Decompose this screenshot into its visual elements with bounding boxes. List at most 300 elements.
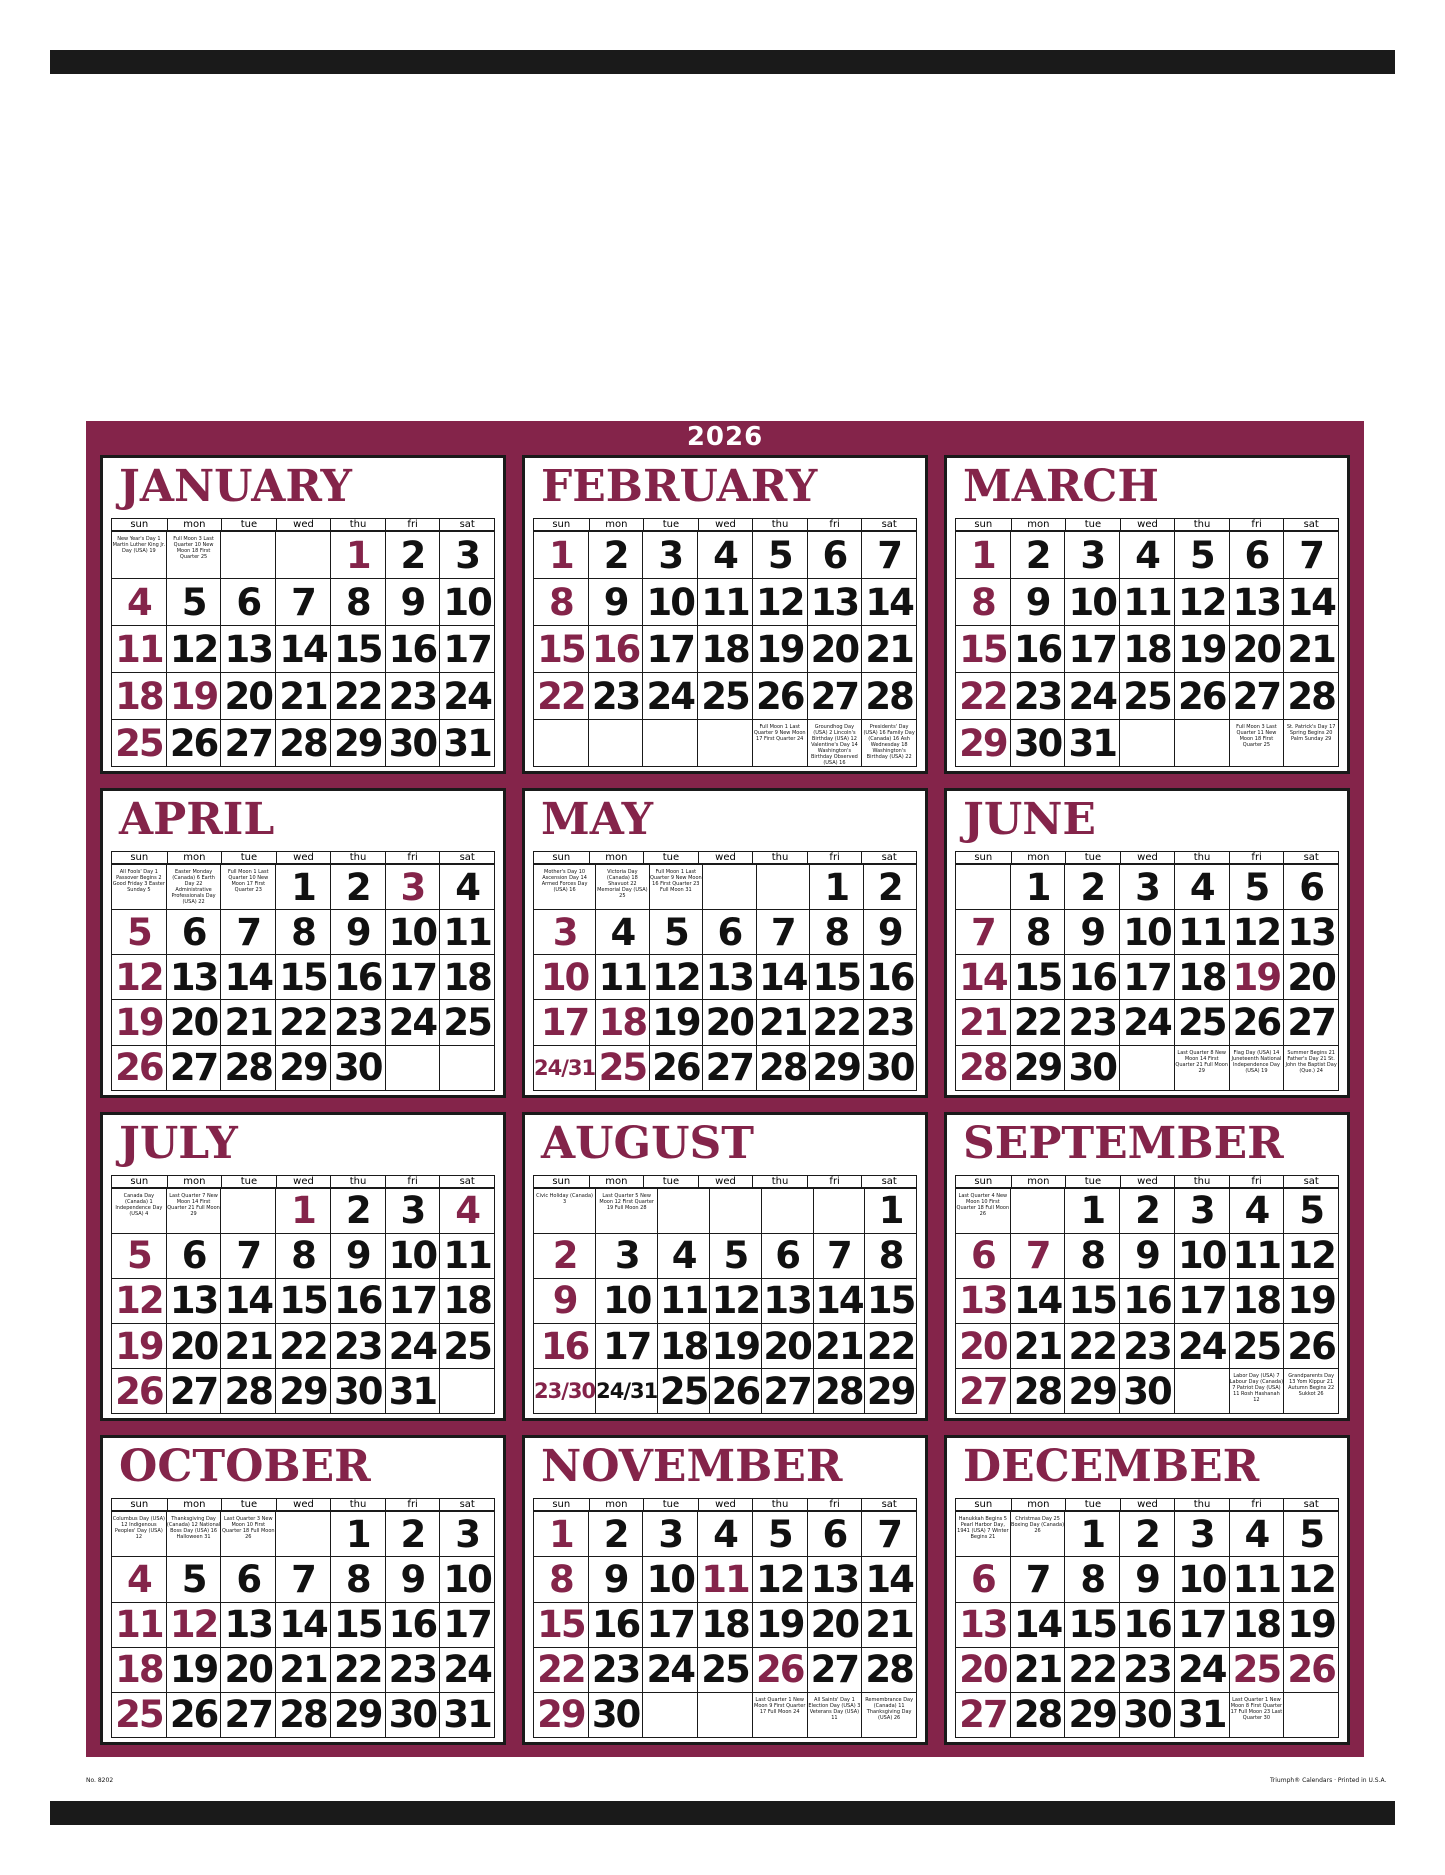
weekday-label: wed (698, 1499, 753, 1510)
day-cell: 20 (167, 1000, 222, 1045)
weekday-label: tue (1065, 519, 1120, 530)
day-cell: 10 (1175, 1557, 1230, 1602)
day-cell: 6 (221, 1557, 276, 1602)
day-cell: 30 (331, 1046, 386, 1091)
month-february (522, 455, 928, 774)
month-august (522, 1112, 928, 1422)
day-cell: 18 (698, 626, 753, 673)
day-cell: 12 (753, 579, 808, 626)
day-cell: 19 (167, 1648, 222, 1693)
day-cell: 15 (331, 1603, 386, 1648)
day-cell: 29 (1065, 1369, 1120, 1414)
weekday-label: fri (385, 852, 440, 863)
day-cell: 5 (710, 1234, 762, 1279)
weekday-label: sun (974, 1499, 993, 1511)
day-cell: 24 (386, 1324, 441, 1369)
day-cell: 23 (331, 1324, 386, 1369)
day-cell: 25 (440, 1324, 495, 1369)
day-cell: 16 (386, 626, 441, 673)
day-cell: 11 (440, 910, 495, 955)
day-cell: 5 (650, 910, 703, 955)
day-cell: 10 (440, 1557, 495, 1602)
day-cell: 29 (276, 1369, 331, 1414)
day-cell: 1 (331, 532, 386, 579)
day-cell: 14 (862, 1557, 917, 1602)
weekday-label: sat (861, 852, 916, 863)
day-cell: 1 (276, 865, 331, 910)
day-cell: 29 (331, 720, 386, 767)
day-cell: 25 (698, 673, 753, 720)
day-grid (955, 1510, 1339, 1738)
day-cell: 22 (331, 673, 386, 720)
day-cell: 24 (1120, 1000, 1175, 1045)
month-name: JANUARY (119, 461, 352, 512)
day-cell: 24/31 (534, 1046, 596, 1091)
month-july (100, 1112, 506, 1422)
day-cell: 24 (1175, 1648, 1230, 1693)
weekday-label: wed (1120, 1499, 1175, 1510)
day-cell: 2 (864, 865, 917, 910)
day-cell: 8 (534, 1557, 589, 1602)
day-cell: 4 (698, 532, 753, 579)
day-cell: 1 (534, 532, 589, 579)
weekday-header (111, 1175, 495, 1187)
day-cell: 6 (1230, 532, 1285, 579)
weekday-label: tue (221, 852, 276, 863)
day-cell: 2 (331, 1189, 386, 1234)
empty-cell (710, 1189, 762, 1234)
day-cell: 9 (864, 910, 917, 955)
weekday-label: thu (752, 852, 807, 863)
day-cell: 22 (276, 1324, 331, 1369)
day-cell: 11 (658, 1279, 710, 1324)
weekday-label: wed (1120, 519, 1175, 530)
day-cell: 18 (658, 1324, 710, 1369)
day-cell: 16 (534, 1324, 596, 1369)
day-cell: 11 (440, 1234, 495, 1279)
day-cell: 24 (643, 1648, 698, 1693)
day-cell: 26 (112, 1046, 167, 1091)
day-cell: 15 (865, 1279, 917, 1324)
day-cell: 25 (658, 1369, 710, 1414)
day-cell: 1 (956, 532, 1011, 579)
weekday-label: thu (1174, 1176, 1229, 1187)
weekday-label: sun (552, 1499, 571, 1511)
day-cell: 22 (865, 1324, 917, 1369)
top-binding-strip (50, 50, 1395, 74)
day-cell: 31 (1175, 1693, 1230, 1738)
holiday-note: Full Moon 1 Last Quarter 10 New Moon 17 First Quarter 23 (221, 865, 276, 910)
holiday-note: Easter Monday (Canada) 6 Earth Day 22 Administrative Professionals Day (USA) 22 (167, 865, 222, 910)
day-cell: 5 (753, 1512, 808, 1557)
day-cell: 28 (814, 1369, 866, 1414)
holiday-note: Groundhog Day (USA) 2 Lincoln's Birthday (USA) 12 Valentine's Day 14 Washington's Birthday Observed (USA) 16 (808, 720, 863, 767)
day-cell: 24 (440, 1648, 495, 1693)
weekday-label: wed (276, 1499, 331, 1510)
day-cell: 8 (956, 579, 1011, 626)
day-cell: 17 (596, 1324, 658, 1369)
day-cell: 27 (703, 1046, 756, 1091)
holiday-note: Full Moon 1 Last Quarter 9 New Moon 16 First Quarter 23 Full Moon 31 (650, 865, 703, 910)
day-cell: 31 (386, 1369, 441, 1414)
day-cell: 10 (596, 1279, 658, 1324)
day-cell: 17 (440, 1603, 495, 1648)
empty-cell (440, 1046, 495, 1091)
day-cell: 29 (1065, 1693, 1120, 1738)
holiday-note: All Fools' Day 1 Passover Begins 2 Good Friday 3 Easter Sunday 5 (112, 865, 167, 910)
day-cell: 6 (956, 1557, 1011, 1602)
day-cell: 23 (386, 673, 441, 720)
day-cell: 29 (1011, 1046, 1066, 1091)
day-cell: 7 (1011, 1557, 1066, 1602)
day-cell: 23 (1011, 673, 1066, 720)
day-cell: 13 (956, 1603, 1011, 1648)
day-cell: 4 (1230, 1512, 1285, 1557)
weekday-label: wed (276, 519, 331, 530)
month-name: SEPTEMBER (963, 1117, 1284, 1169)
weekday-label: sun (974, 1175, 993, 1187)
day-cell: 18 (698, 1603, 753, 1648)
day-cell: 1 (331, 1512, 386, 1557)
day-cell: 29 (956, 720, 1011, 767)
day-cell: 21 (221, 1000, 276, 1045)
day-cell: 17 (1175, 1603, 1230, 1648)
day-cell: 27 (956, 1693, 1011, 1738)
weekday-label: thu (330, 852, 385, 863)
day-cell: 11 (596, 955, 649, 1000)
day-cell: 14 (276, 1603, 331, 1648)
day-cell: 30 (589, 1693, 644, 1738)
day-cell: 28 (862, 1648, 917, 1693)
day-cell: 13 (1230, 579, 1285, 626)
holiday-note: Summer Begins 21 Father's Day 21 St. John the Baptist Day (Que.) 24 (1284, 1046, 1339, 1091)
day-cell: 23 (331, 1000, 386, 1045)
weekday-label: tue (221, 1499, 276, 1510)
weekday-label: mon (167, 1176, 222, 1187)
day-cell: 17 (1120, 955, 1175, 1000)
day-cell: 16 (589, 1603, 644, 1648)
weekday-label: thu (1174, 1499, 1229, 1510)
day-cell: 28 (276, 720, 331, 767)
day-cell: 23 (386, 1648, 441, 1693)
day-cell: 21 (1011, 1648, 1066, 1693)
day-cell: 16 (1065, 955, 1120, 1000)
day-cell: 2 (386, 532, 441, 579)
day-cell: 28 (757, 1046, 810, 1091)
weekday-label: mon (589, 519, 644, 530)
day-cell: 27 (1230, 673, 1285, 720)
day-cell: 1 (810, 865, 863, 910)
day-cell: 20 (703, 1000, 756, 1045)
month-september (944, 1112, 1350, 1422)
day-cell: 2 (589, 532, 644, 579)
day-cell: 22 (331, 1648, 386, 1693)
day-cell: 4 (1230, 1189, 1285, 1234)
day-cell: 14 (276, 626, 331, 673)
day-cell: 4 (658, 1234, 710, 1279)
empty-cell (221, 1189, 276, 1234)
day-cell: 13 (956, 1279, 1011, 1324)
day-cell: 19 (1230, 955, 1285, 1000)
day-cell: 4 (596, 910, 649, 955)
day-cell: 25 (1230, 1648, 1285, 1693)
weekday-label: mon (1011, 1499, 1066, 1510)
calendar-sheet (50, 50, 1395, 1825)
day-cell: 9 (1120, 1557, 1175, 1602)
day-cell: 7 (1284, 532, 1339, 579)
weekday-header (111, 851, 495, 863)
day-cell: 7 (814, 1234, 866, 1279)
day-cell: 29 (276, 1046, 331, 1091)
month-name: AUGUST (541, 1117, 754, 1169)
weekday-label: thu (752, 1176, 807, 1187)
day-cell: 1 (865, 1189, 917, 1234)
empty-cell (386, 1046, 441, 1091)
holiday-note: Mother's Day 10 Ascension Day 14 Armed Forces Day (USA) 16 (534, 865, 596, 910)
day-cell: 23 (589, 673, 644, 720)
weekday-label: sat (861, 1499, 916, 1510)
day-cell: 19 (1284, 1279, 1339, 1324)
day-cell: 17 (643, 626, 698, 673)
day-cell: 30 (386, 1693, 441, 1738)
day-cell: 26 (1175, 673, 1230, 720)
day-cell: 20 (762, 1324, 814, 1369)
day-cell: 12 (650, 955, 703, 1000)
weekday-label: sun (130, 1499, 149, 1511)
day-cell: 9 (534, 1279, 596, 1324)
day-grid (533, 530, 917, 767)
weekday-label: sat (1283, 852, 1338, 863)
day-cell: 26 (710, 1369, 762, 1414)
day-cell: 18 (596, 1000, 649, 1045)
day-cell: 5 (1230, 865, 1285, 910)
weekday-header (111, 1498, 495, 1510)
day-cell: 27 (167, 1369, 222, 1414)
day-cell: 20 (956, 1324, 1011, 1369)
day-cell: 23 (864, 1000, 917, 1045)
day-cell: 9 (331, 910, 386, 955)
month-name: NOVEMBER (541, 1441, 843, 1493)
holiday-note: Last Quarter 7 New Moon 14 First Quarter 21 Full Moon 29 (167, 1189, 222, 1234)
day-cell: 19 (112, 1000, 167, 1045)
day-cell: 28 (1011, 1693, 1066, 1738)
day-cell: 27 (762, 1369, 814, 1414)
day-cell: 21 (276, 673, 331, 720)
month-march (944, 455, 1350, 774)
day-cell: 14 (814, 1279, 866, 1324)
day-cell: 20 (1230, 626, 1285, 673)
day-cell: 20 (808, 1603, 863, 1648)
holiday-note: Full Moon 1 Last Quarter 9 New Moon 17 First Quarter 24 (753, 720, 808, 767)
day-cell: 8 (331, 1557, 386, 1602)
day-cell: 9 (331, 1234, 386, 1279)
month-name: JUNE (963, 794, 1096, 845)
weekday-header (955, 518, 1339, 530)
day-cell: 21 (221, 1324, 276, 1369)
day-cell: 11 (1120, 579, 1175, 626)
weekday-label: wed (276, 852, 331, 863)
month-name: OCTOBER (119, 1441, 371, 1493)
day-cell: 22 (1011, 1000, 1066, 1045)
weekday-label: tue (643, 1176, 698, 1187)
month-name: MAY (541, 794, 654, 845)
day-cell: 2 (589, 1512, 644, 1557)
day-cell: 18 (1175, 955, 1230, 1000)
day-cell: 14 (956, 955, 1011, 1000)
day-cell: 27 (956, 1369, 1011, 1414)
day-cell: 15 (276, 1279, 331, 1324)
day-cell: 19 (710, 1324, 762, 1369)
day-cell: 24 (1175, 1324, 1230, 1369)
empty-cell (1175, 720, 1230, 767)
weekday-label: sun (552, 519, 571, 530)
day-cell: 7 (221, 910, 276, 955)
day-cell: 18 (112, 673, 167, 720)
day-cell: 15 (534, 626, 589, 673)
day-cell: 30 (1011, 720, 1066, 767)
day-cell: 10 (386, 1234, 441, 1279)
empty-cell (658, 1189, 710, 1234)
weekday-label: sun (130, 1175, 149, 1187)
day-cell: 6 (956, 1234, 1011, 1279)
day-cell: 26 (753, 1648, 808, 1693)
holiday-note: Flag Day (USA) 14 Juneteenth National Independence Day (USA) 19 (1230, 1046, 1285, 1091)
day-cell: 17 (1065, 626, 1120, 673)
day-cell: 15 (1011, 955, 1066, 1000)
day-cell: 8 (534, 579, 589, 626)
day-cell: 13 (167, 1279, 222, 1324)
holiday-note: St. Patrick's Day 17 Spring Begins 20 Palm Sunday 29 (1284, 720, 1339, 767)
day-cell: 16 (1120, 1603, 1175, 1648)
day-cell: 26 (167, 720, 222, 767)
day-cell: 23 (1120, 1324, 1175, 1369)
day-cell: 30 (386, 720, 441, 767)
day-cell: 3 (1175, 1512, 1230, 1557)
day-cell: 27 (1284, 1000, 1339, 1045)
day-cell: 10 (534, 955, 596, 1000)
day-cell: 26 (1284, 1324, 1339, 1369)
month-may (522, 788, 928, 1098)
weekday-label: tue (221, 519, 276, 530)
day-cell: 8 (865, 1234, 917, 1279)
day-cell: 1 (276, 1189, 331, 1234)
day-cell: 10 (643, 1557, 698, 1602)
empty-cell (1011, 1189, 1066, 1234)
day-cell: 29 (865, 1369, 917, 1414)
day-cell: 9 (386, 1557, 441, 1602)
weekday-label: mon (589, 1176, 644, 1187)
day-cell: 17 (643, 1603, 698, 1648)
day-cell: 23 (589, 1648, 644, 1693)
holiday-note: Civic Holiday (Canada) 3 (534, 1189, 596, 1234)
weekday-label: thu (330, 519, 385, 530)
empty-cell (1120, 720, 1175, 767)
holiday-note: Full Moon 3 Last Quarter 11 New Moon 18 First Quarter 25 (1230, 720, 1285, 767)
day-cell: 19 (1284, 1603, 1339, 1648)
weekday-label: mon (589, 852, 644, 863)
weekday-label: thu (1174, 519, 1229, 530)
day-cell: 14 (757, 955, 810, 1000)
day-cell: 23 (1120, 1648, 1175, 1693)
weekday-label: fri (807, 1176, 862, 1187)
day-cell: 6 (1284, 865, 1339, 910)
day-cell: 12 (753, 1557, 808, 1602)
day-cell: 21 (1011, 1324, 1066, 1369)
day-cell: 5 (1175, 532, 1230, 579)
day-grid (533, 1510, 917, 1738)
day-cell: 18 (440, 1279, 495, 1324)
day-cell: 8 (1065, 1557, 1120, 1602)
day-cell: 20 (221, 673, 276, 720)
day-cell: 16 (331, 955, 386, 1000)
day-cell: 25 (1120, 673, 1175, 720)
day-cell: 7 (862, 532, 917, 579)
day-cell: 4 (440, 865, 495, 910)
weekday-label: wed (1120, 1176, 1175, 1187)
day-cell: 5 (167, 579, 222, 626)
empty-cell (589, 720, 644, 767)
weekday-label: thu (752, 519, 807, 530)
empty-cell (276, 532, 331, 579)
day-cell: 4 (440, 1189, 495, 1234)
day-cell: 3 (440, 532, 495, 579)
day-cell: 25 (1175, 1000, 1230, 1045)
day-cell: 11 (698, 579, 753, 626)
holiday-note: Presidents' Day (USA) 16 Family Day (Canada) 16 Ash Wednesday 18 Washington's Birthday (USA) 22 (862, 720, 917, 767)
day-cell: 11 (698, 1557, 753, 1602)
day-cell: 25 (112, 1693, 167, 1738)
empty-cell (698, 1693, 753, 1738)
day-cell: 10 (440, 579, 495, 626)
empty-cell (643, 720, 698, 767)
empty-cell (1284, 1693, 1339, 1738)
day-cell: 9 (589, 579, 644, 626)
day-cell: 23 (1065, 1000, 1120, 1045)
day-cell: 9 (1011, 579, 1066, 626)
day-cell: 5 (1284, 1189, 1339, 1234)
day-cell: 21 (862, 1603, 917, 1648)
day-cell: 13 (167, 955, 222, 1000)
day-cell: 14 (862, 579, 917, 626)
weekday-label: fri (1229, 852, 1284, 863)
weekday-label: sat (439, 519, 494, 530)
weekday-label: fri (1229, 519, 1284, 530)
weekday-label: sat (1283, 519, 1338, 530)
day-cell: 16 (1120, 1279, 1175, 1324)
day-cell: 21 (757, 1000, 810, 1045)
day-cell: 16 (1011, 626, 1066, 673)
weekday-label: fri (385, 1499, 440, 1510)
weekday-label: sun (130, 852, 149, 863)
day-cell: 5 (167, 1557, 222, 1602)
day-cell: 2 (331, 865, 386, 910)
month-name: FEBRUARY (541, 461, 818, 512)
day-cell: 22 (1065, 1324, 1120, 1369)
weekday-label: thu (330, 1499, 385, 1510)
day-cell: 11 (1230, 1234, 1285, 1279)
day-cell: 11 (1175, 910, 1230, 955)
weekday-label: tue (643, 852, 698, 863)
day-cell: 15 (1065, 1279, 1120, 1324)
day-cell: 4 (1175, 865, 1230, 910)
month-grid (100, 455, 1350, 1745)
weekday-label: wed (698, 519, 753, 530)
day-cell: 10 (1065, 579, 1120, 626)
weekday-label: sun (130, 519, 149, 530)
weekday-label: mon (589, 1499, 644, 1510)
month-name: APRIL (119, 794, 275, 845)
day-cell: 12 (112, 955, 167, 1000)
